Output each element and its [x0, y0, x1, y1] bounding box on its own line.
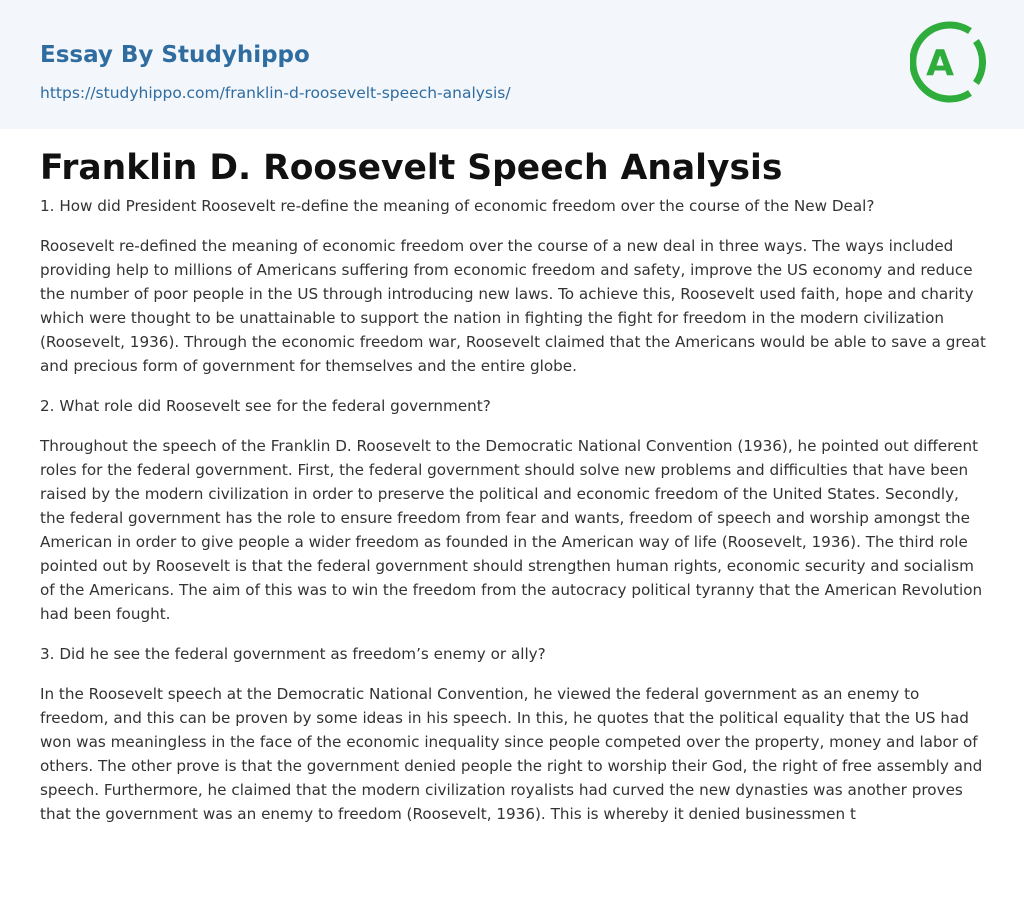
question-1: 1. How did President Roosevelt re-define the meaning of economic freedom over the course of the New Deal?: [40, 197, 875, 215]
answer-1: Roosevelt re-defined the meaning of economic freedom over the course of a new deal in three ways. The ways included providing help to millions of Americans suffering from economic freedom and safety, improve the US economy and reduce the number of poor people in the US through introducing new laws. To achieve this, Roosevelt used faith, hope and charity which were thought to be unattainable to support the nation in fighting the fight for freedom in the modern civilization (Roosevelt, 1936). Through the economic freedom war, Roosevelt claimed that the Americans would be able to save a great and precious form of government for themselves and the entire globe.: [40, 237, 986, 375]
question-2: 2. What role did Roosevelt see for the federal government?: [40, 397, 491, 415]
question-3: 3. Did he see the federal government as freedom’s enemy or ally?: [40, 645, 546, 663]
essay-body: [40, 194, 986, 842]
source-url-link[interactable]: https://studyhippo.com/franklin-d-roosevelt-speech-analysis/: [40, 84, 511, 102]
logo-letter: A: [926, 43, 954, 84]
answer-2: Throughout the speech of the Franklin D. Roosevelt to the Democratic National Convention (1936), he pointed out different roles for the federal government. First, the federal government should solve new problems and difficulties that have been raised by the modern civilization in order to preserve the political and economic freedom of the United States. Secondly, the federal government has the role to ensure freedom from fear and wants, freedom of speech and worship amongst the American in order to give people a wider freedom as founded in the American way of life (Roosevelt, 1936). The third role pointed out by Roosevelt is that the federal government should strengthen human rights, economic security and socialism of the Americans. The aim of this was to win the freedom from the autocracy political tyranny that the American Revolution had been fought.: [40, 437, 983, 623]
answer-3: In the Roosevelt speech at the Democratic National Convention, he viewed the federal government as an enemy to freedom, and this can be proven by some ideas in his speech. In this, he quotes that the political equality that the US had won was meaningless in the face of the economic inequality since people competed over the property, money and labor of others. The other prove is that the government denied people the right to worship their God, the right of free assembly and speech. Furthermore, he claimed that the modern civilization royalists had curved the new dynasties was another proves that the government was an enemy to freedom (Roosevelt, 1936). This is whereby it denied businessmen t: [40, 685, 983, 823]
logo-ring-right: [976, 41, 983, 83]
site-name[interactable]: Essay By Studyhippo: [40, 42, 310, 68]
studyhippo-logo-icon[interactable]: [910, 19, 986, 105]
page-title: Franklin D. Roosevelt Speech Analysis: [40, 148, 783, 188]
